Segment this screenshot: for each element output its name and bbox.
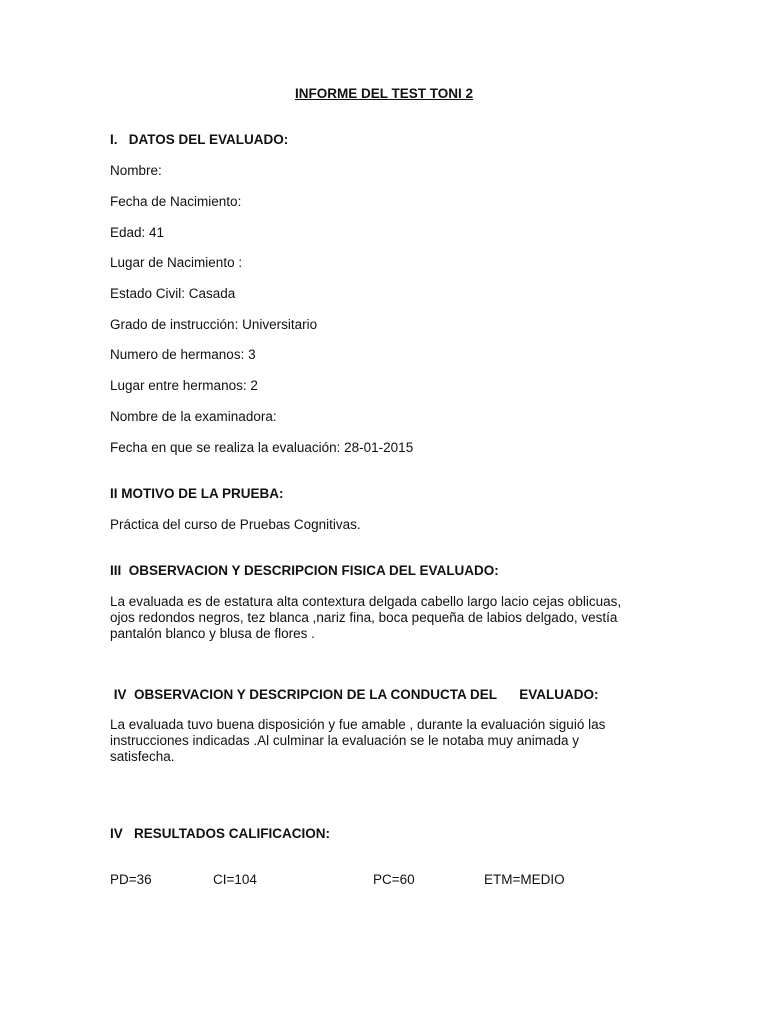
field-nombre: Nombre: xyxy=(110,163,162,178)
result-etm: ETM=MEDIO xyxy=(484,872,565,887)
field-fecha-evaluacion: Fecha en que se realiza la evaluación: 28-01-2015 xyxy=(110,440,414,455)
section-2-heading: II MOTIVO DE LA PRUEBA: xyxy=(110,486,284,501)
results-row xyxy=(110,872,670,888)
field-lugar-nacimiento: Lugar de Nacimiento : xyxy=(110,255,243,270)
section-4-heading: IV OBSERVACION Y DESCRIPCION DE LA CONDUCTA DEL EVALUADO: xyxy=(110,687,599,702)
result-pc: PC=60 xyxy=(373,872,415,887)
field-estado-civil: Estado Civil: Casada xyxy=(110,286,236,301)
section-5-heading: IV RESULTADOS CALIFICACION: xyxy=(110,826,330,841)
field-edad: Edad: 41 xyxy=(110,225,165,240)
section-3-heading: III OBSERVACION Y DESCRIPCION FISICA DEL EVALUADO: xyxy=(110,563,499,578)
result-ci: CI=104 xyxy=(213,872,257,887)
field-grado-instruccion: Grado de instrucción: Universitario xyxy=(110,317,318,332)
document-title: INFORME DEL TEST TONI 2 xyxy=(294,86,474,101)
field-nombre-examinadora: Nombre de la examinadora: xyxy=(110,409,277,424)
section-2-text: Práctica del curso de Pruebas Cognitivas. xyxy=(110,517,361,532)
section-4-text: La evaluada tuvo buena disposición y fue amable , durante la evaluación siguió las instrucciones indicadas .Al culminar la evaluación se le notaba muy animada y satisfecha. xyxy=(110,717,606,764)
section-1-heading: I. DATOS DEL EVALUADO: xyxy=(110,132,289,147)
section-3-text: La evaluada es de estatura alta contextura delgada cabello largo lacio cejas oblicuas, ojos redondos negros, tez blanca ,nariz fina, boca pequeña de labios delgado, vestía pantalón blanco y blusa de flores . xyxy=(110,594,622,641)
result-pd: PD=36 xyxy=(110,872,152,887)
field-lugar-hermanos: Lugar entre hermanos: 2 xyxy=(110,378,258,393)
field-fecha-nacimiento: Fecha de Nacimiento: xyxy=(110,194,242,209)
field-numero-hermanos: Numero de hermanos: 3 xyxy=(110,347,256,362)
